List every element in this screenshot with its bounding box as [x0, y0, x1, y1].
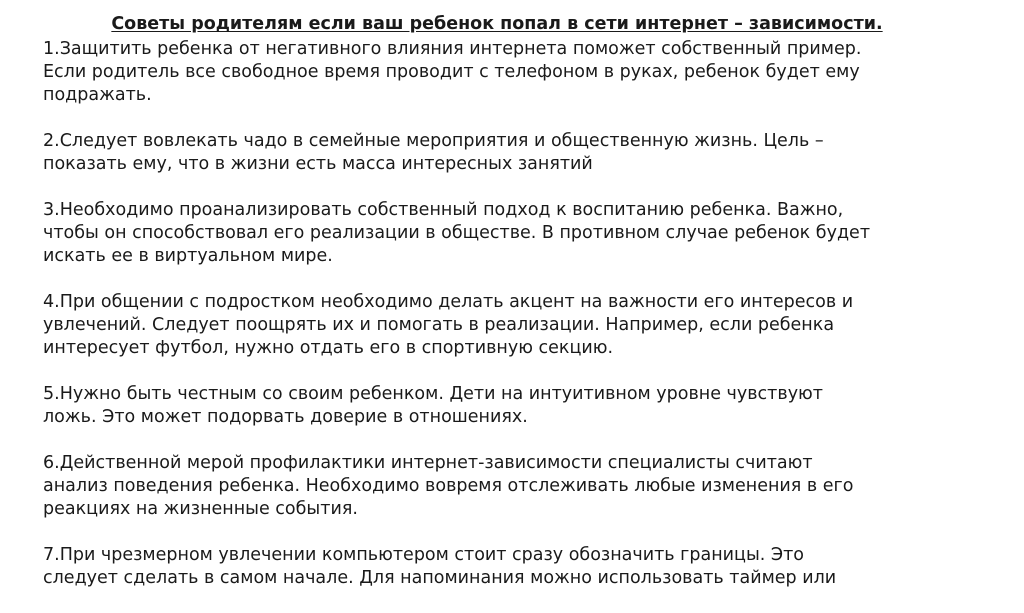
slide-title: Советы родителям если ваш ребенок попал в сети интернет – зависимости. — [111, 14, 883, 34]
tip-item-1: 1.Защитить ребенка от негативного влияния интернета поможет собственный пример. Если родитель все свободное время проводит с телефоном в руках, ребенок будет ему подражать. — [43, 39, 862, 105]
tip-item-6: 6.Действенной мерой профилактики интернет-зависимости специалисты считают анализ поведения ребенка. Необходимо вовремя отслеживать любые изменения в его реакциях на жизненные события. — [43, 453, 854, 519]
tip-item-7: 7.При чрезмерном увлечении компьютером стоит сразу обозначить границы. Это следует сделать в самом начале. Для напоминания можно использовать таймер или — [43, 545, 837, 588]
tip-item-3: 3.Необходимо проанализировать собственный подход к воспитанию ребенка. Важно, чтобы он способствовал его реализации в обществе. В противном случае ребенок будет искать ее в виртуальном мире. — [43, 200, 871, 266]
tip-item-4: 4.При общении с подростком необходимо делать акцент на важности его интересов и увлечений. Следует поощрять их и помогать в реализации. Например, если ребенка интересует футбол, нужно отдать его в спортивную секцию. — [43, 292, 854, 358]
tip-item-2: 2.Следует вовлекать чадо в семейные мероприятия и общественную жизнь. Цель – показать ему, что в жизни есть масса интересных занятий — [43, 131, 824, 174]
tips-list — [43, 38, 973, 613]
tip-item-5: 5.Нужно быть честным со своим ребенком. Дети на интуитивном уровне чувствуют ложь. Это может подорвать доверие в отношениях. — [43, 384, 823, 427]
